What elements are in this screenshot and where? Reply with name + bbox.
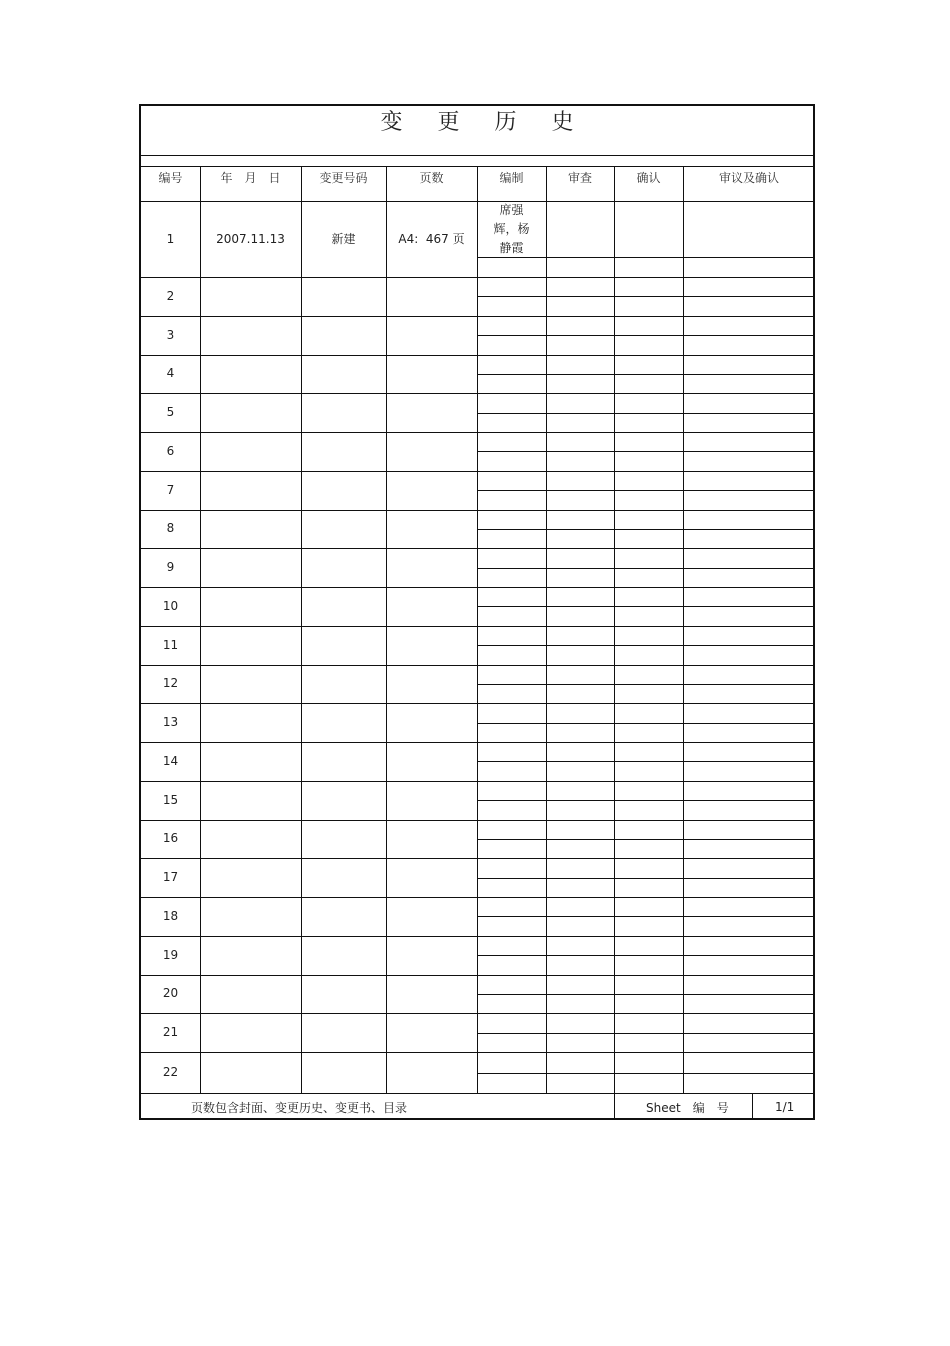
footer-divider — [752, 1093, 753, 1120]
column-header: 确认 — [636, 171, 661, 185]
sub-row-divider — [477, 568, 815, 569]
row-number: 4 — [166, 366, 175, 381]
row-divider — [141, 703, 815, 704]
row-divider — [141, 355, 815, 356]
row-author: 席强 辉，杨 静霞 — [493, 203, 530, 255]
sub-row-divider — [477, 800, 815, 801]
row-divider — [141, 626, 815, 627]
column-header: 变更号码 — [319, 171, 368, 185]
row-number: 19 — [162, 947, 179, 962]
row-divider — [141, 820, 815, 821]
column-divider — [477, 167, 478, 1093]
row-divider — [141, 1052, 815, 1053]
row-number: 16 — [162, 831, 179, 846]
sub-row-divider — [477, 1033, 815, 1034]
sub-row-divider — [477, 490, 815, 491]
column-header: 年 月 日 — [220, 171, 281, 185]
row-divider — [141, 936, 815, 937]
row-divider — [141, 510, 815, 511]
row-divider — [141, 897, 815, 898]
row-change-number: 新建 — [331, 231, 356, 246]
row-divider — [141, 393, 815, 394]
sub-row-divider — [477, 606, 815, 607]
row-number: 3 — [166, 327, 175, 342]
row-number: 11 — [162, 637, 179, 652]
column-divider — [386, 167, 387, 1093]
sub-row-divider — [477, 955, 815, 956]
sub-row-divider — [477, 878, 815, 879]
footer-divider — [614, 1093, 615, 1120]
row-divider — [141, 742, 815, 743]
row-number: 9 — [166, 560, 175, 575]
row-number: 20 — [162, 986, 179, 1001]
page-title: 变 更 历 史 — [141, 106, 813, 156]
row-divider — [141, 432, 815, 433]
column-header: 编号 — [158, 171, 183, 185]
sub-row-divider — [477, 374, 815, 375]
row-number: 6 — [166, 443, 175, 458]
row-number: 12 — [162, 676, 179, 691]
column-header: 编制 — [499, 171, 524, 185]
row-number: 15 — [162, 792, 179, 807]
sub-row-divider — [477, 451, 815, 452]
column-header: 审议及确认 — [718, 171, 779, 185]
row-pages: A4: 467 页 — [398, 231, 465, 246]
row-divider — [141, 665, 815, 666]
sub-row-divider — [477, 529, 815, 530]
row-number: 17 — [162, 870, 179, 885]
row-number: 8 — [166, 521, 175, 536]
row-number: 18 — [162, 908, 179, 923]
row-divider — [141, 587, 815, 588]
column-divider — [546, 167, 547, 1093]
row-number: 21 — [162, 1025, 179, 1040]
sub-row-divider — [477, 645, 815, 646]
row-divider — [141, 858, 815, 859]
sub-row-divider — [477, 335, 815, 336]
sub-row-divider — [477, 296, 815, 297]
column-divider — [683, 167, 684, 1093]
sub-row-divider — [477, 723, 815, 724]
column-divider — [200, 167, 201, 1093]
title-spacer — [141, 156, 813, 167]
column-divider — [301, 167, 302, 1093]
row-number: 13 — [162, 715, 179, 730]
row-divider — [141, 1013, 815, 1014]
sub-row-divider — [477, 916, 815, 917]
sheet-number-value: 1/1 — [775, 1100, 795, 1114]
row-divider — [141, 277, 815, 278]
column-divider — [614, 167, 615, 1093]
sub-row-divider — [477, 684, 815, 685]
row-divider — [141, 781, 815, 782]
sub-row-divider — [477, 1073, 815, 1074]
row-number: 22 — [162, 1065, 179, 1079]
sheet-number-label: Sheet 编 号 — [646, 1100, 729, 1115]
row-date: 2007.11.13 — [216, 231, 285, 246]
change-history-sheet — [139, 104, 815, 1120]
row-number: 1 — [166, 231, 175, 246]
row-number: 2 — [166, 288, 175, 303]
column-header: 页数 — [419, 171, 444, 185]
sub-row-divider — [477, 413, 815, 414]
sub-row-divider — [477, 994, 815, 995]
row-divider — [141, 975, 815, 976]
column-header: 审查 — [567, 171, 592, 185]
row-number: 10 — [162, 598, 179, 613]
row-number: 14 — [162, 753, 179, 768]
sub-row-divider — [477, 761, 815, 762]
row-divider — [141, 471, 815, 472]
sub-row-divider — [477, 839, 815, 840]
row-number: 5 — [166, 405, 175, 420]
footer-note: 页数包含封面、变更历史、变更书、目录 — [191, 1100, 408, 1115]
row-divider — [141, 316, 815, 317]
row-number: 7 — [166, 482, 175, 497]
row-divider — [141, 548, 815, 549]
